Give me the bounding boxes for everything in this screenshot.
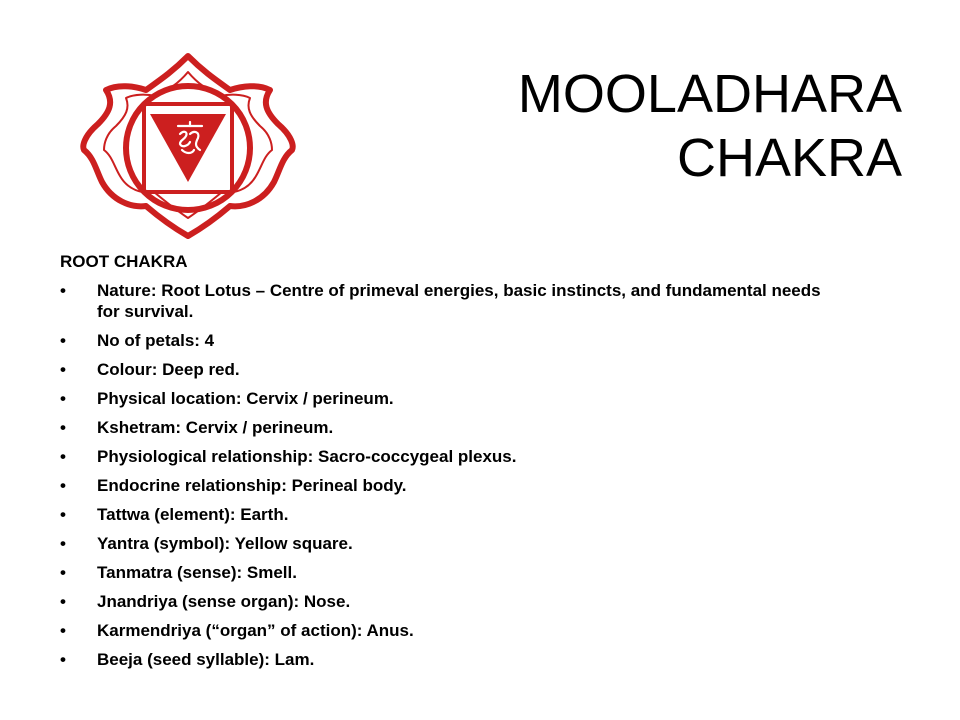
- list-item-text: Colour: Deep red.: [97, 360, 240, 379]
- bullet-icon: •: [60, 418, 66, 437]
- bullet-icon: •: [60, 650, 66, 669]
- list-item: [60, 475, 840, 496]
- bullet-icon: •: [60, 281, 66, 300]
- list-item-text: Physical location: Cervix / perineum.: [97, 389, 394, 408]
- bullet-icon: •: [60, 563, 66, 582]
- list-item-text: Beeja (seed syllable): Lam.: [97, 650, 315, 669]
- list-item: [60, 562, 840, 583]
- list-item: [60, 504, 840, 525]
- title-line-2: CHAKRA: [676, 128, 902, 188]
- list-item: [60, 388, 840, 409]
- bullet-icon: •: [60, 331, 66, 350]
- list-item: [60, 649, 840, 670]
- list-item: [60, 417, 840, 438]
- list-item-text: Yantra (symbol): Yellow square.: [97, 534, 353, 553]
- bullet-icon: •: [60, 592, 66, 611]
- bullet-icon: •: [60, 389, 66, 408]
- list-item-text: Jnandriya (sense organ): Nose.: [97, 592, 351, 611]
- title-line-1: MOOLADHARA: [517, 64, 902, 124]
- bullet-icon: •: [60, 621, 66, 640]
- list-item-text: Kshetram: Cervix / perineum.: [97, 418, 334, 437]
- list-item-text: Endocrine relationship: Perineal body.: [97, 476, 407, 495]
- bullet-icon: •: [60, 360, 66, 379]
- list-item-text: Tattwa (element): Earth.: [97, 505, 289, 524]
- bullet-icon: •: [60, 447, 66, 466]
- list-item: [60, 330, 840, 351]
- slide-title: [518, 62, 902, 190]
- mooladhara-lotus-icon: [76, 50, 300, 240]
- list-item-text: Karmendriya (“organ” of action): Anus.: [97, 621, 414, 640]
- list-item-text: No of petals: 4: [97, 331, 215, 350]
- bullet-icon: •: [60, 505, 66, 524]
- bullet-icon: •: [60, 534, 66, 553]
- list-item: [60, 533, 840, 554]
- section-heading: ROOT CHAKRA: [60, 252, 188, 271]
- list-item-text: Physiological relationship: Sacro-coccygeal plexus.: [97, 447, 517, 466]
- list-item: [60, 446, 840, 467]
- bullet-icon: •: [60, 476, 66, 495]
- facts-list: [60, 280, 840, 678]
- list-item: [60, 591, 840, 612]
- list-item: [60, 620, 840, 641]
- list-item-text: Nature: Root Lotus – Centre of primeval energies, basic instincts, and fundamental needs for survival.: [97, 281, 821, 321]
- list-item-text: Tanmatra (sense): Smell.: [97, 563, 297, 582]
- list-item: [60, 359, 840, 380]
- list-item: [60, 280, 840, 322]
